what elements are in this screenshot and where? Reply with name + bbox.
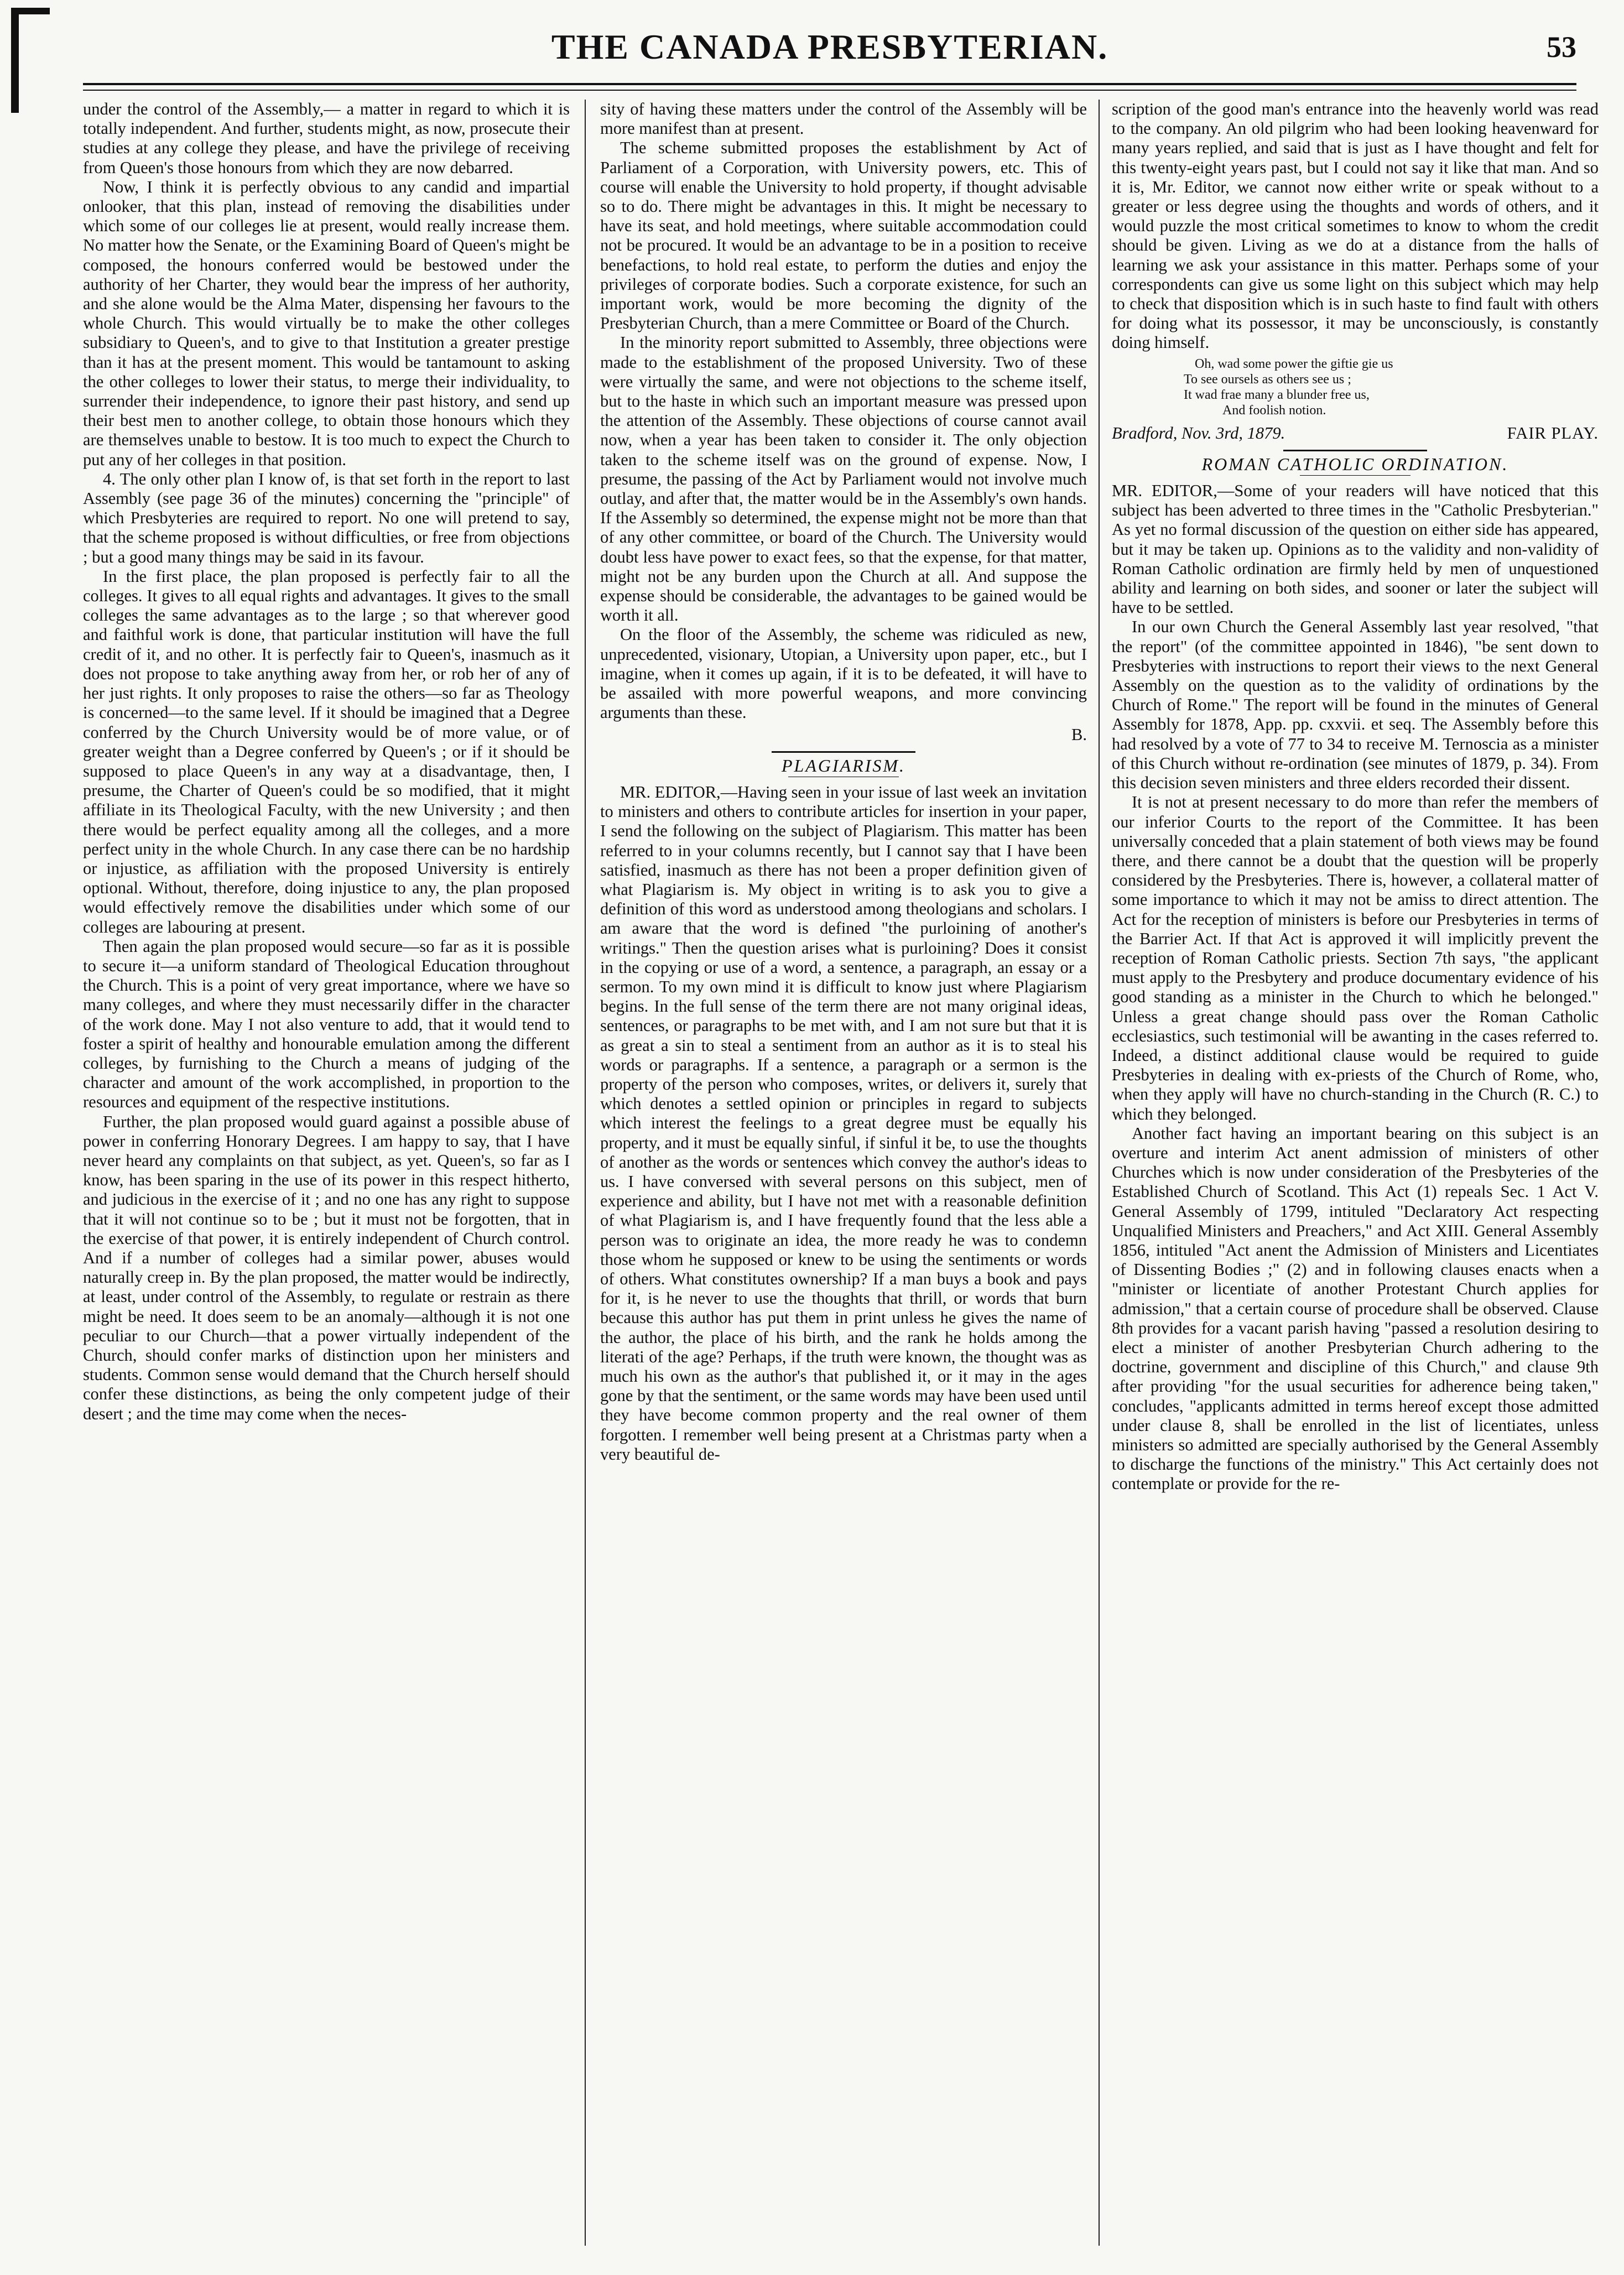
section-rule [1283, 450, 1427, 451]
column-3 [1112, 100, 1599, 2246]
column-divider [585, 100, 586, 2246]
paragraph: Then again the plan proposed would secure—so far as it is possible to secure it—a uniform standard of Theological Education throughout the Church. This is a point of very great importance, where we have so many colleges, and where they must necessarily differ in the character of the work done. May I not also venture to add, that it would tend to foster a spirit of healthy and honourable emulation among the different colleges, by furnishing to the Church a means of judging of the character and amount of the work accomplished, in proportion to the resources and equipment of the respective institutions. [83, 936, 570, 1112]
paragraph: The scheme submitted proposes the establishment by Act of Parliament of a Corporation, with University powers, etc. This of course will enable the University to hold property, if thought advisable so to do. There might be advantages in this. It might be necessary to have its seat, and hold meetings, where suitable accommodation could not be procured. It would be an advantage to be in a position to receive benefactions, to hold real estate, to perform the duties and enjoy the privileges of corporate bodies. Such a corporate existence, for such an important work, would be more becoming the dignity of the Presbyterian Church, than a mere Committee or Board of the Church. [600, 138, 1087, 333]
column-divider [1099, 100, 1100, 2246]
dateline: Bradford, Nov. 3rd, 1879. [1112, 423, 1285, 442]
paragraph: scription of the good man's entrance into the heavenly world was read to the company. An old pilgrim who had been looking heavenward for many years replied, and said that is just as I have thought and felt for this twenty-eight years past, but I could not say it like that man. And so it is, Mr. Editor, we cannot now either write or speak without to a greater or less degree using the thoughts and words of others, and it would puzzle the most critical sometimes to know to whom the credit should be given. Living as we do at a distance from the halls of learning we ask your assistance in this matter. Perhaps some of your correspondents can give us some light on this subject which may help to check that disposition which is in such haste to find fault with others for doing what its possessor, it may be unconsciously, is constantly doing himself. [1112, 100, 1599, 352]
paragraph: In the minority report submitted to Assembly, three objections were made to the establishment of the proposed University. Two of these were virtually the same, and were not objections to the scheme itself, but to the haste in which such an important measure was pressed upon the attention of the Assembly. These objections of course cannot avail now, when a year has been taken to consider it. The only objection taken to the scheme itself was on the ground of expense. Now, I presume, the passing of the Act by Parliament would not involve much outlay, and after that, the matter would be in the Assembly's own hands. If the Assembly so determined, the expense might not be more than that of any other committee, or board of the Church. The University would doubt less have power to exact fees, so that the expense, for that matter, might not be any burden upon the Church at all. And suppose the expense should be considerable, the advantages to be gained would be worth it all. [600, 333, 1087, 625]
column-2 [600, 100, 1087, 2246]
paragraph: In the first place, the plan proposed is perfectly fair to all the colleges. It gives to all equal rights and advantages. It gives to the small colleges the same advantages as to the large ; so that wherever good and faithful work is done, that particular institution will have the full credit of it, and no other. It is perfectly fair to Queen's, inasmuch as it does not propose to take anything away from her, or rob her of any of her just rights. It only proposes to raise the others—so far as Theology is concerned—to the same level. If it should be imagined that a Degree conferred by the Church University would be of more value, or of greater weight than a Degree conferred by Queen's ; or if it should be supposed to place Queen's in any way at a disadvantage, then, I presume, the Charter of Queen's could be so modified, that it might affiliate in its Theological Faculty, with the new University ; and then there would be perfect equality among all the colleges, and a more perfect unity in the whole Church. In any case there can be no hardship or injustice, as affiliation with the proposed University is entirely optional. Without, therefore, doing injustice to any, the plan proposed would effectively remove the disabilities under which some of our colleges are labouring at present. [83, 566, 570, 936]
column-1 [83, 100, 570, 2246]
article-heading-plagiarism: PLAGIARISM. [781, 755, 906, 775]
page-number: 53 [1547, 30, 1576, 64]
paragraph: 4. The only other plan I know of, is that set forth in the report to last Assembly (see page 36 of the minutes) concerning the "principle" of which Presbyteries are required to report. No one will pretend to say, that the scheme proposed is without difficulties, or free from objections ; but a good many things may be said in its favour. [83, 469, 570, 566]
section-rule [772, 751, 915, 753]
paragraph: Further, the plan proposed would guard against a possible abuse of power in conferring Honorary Degrees. I am happy to say, that I have never heard any complaints on that subject, as yet. Queen's, so far as I know, has been sparing in the use of its power in this respect hitherto, and judicious in the exercise of it ; and no one has any right to suppose that it will not continue so to be ; but it must not be forgotten, that in the exercise of that power, it is entirely independent of Church control. And if a number of colleges had a similar power, abuses would naturally creep in. By the plan proposed, the matter would be indirectly, at least, under control of the Assembly, to regulate or restrain as there might be need. It does seem to be an anomaly—although it is not one peculiar to our Church—that a power virtually independent of the Church, should confer marks of distinction upon her ministers and students. Common sense would demand that the Church herself should confer these distinctions, as being the only competent judge of their desert ; and the time may come when the neces- [83, 1112, 570, 1423]
verse-quote [1112, 356, 1599, 418]
paragraph: It is not at present necessary to do more than refer the members of our inferior Courts to the report of the Committee. It has been universally conceded that a plain statement of both views may be found there, and there cannot be a doubt that the question will be properly considered by the Presbyteries. There is, however, a collateral matter of some importance to which it may not be amiss to direct attention. The Act for the reception of ministers is before our Presbyteries in terms of the Barrier Act. If that Act is approved it will implicitly prevent the reception of Roman Catholic priests. Section 7th says, "the applicant must apply to the Presbytery and produce documentary evidence of his good standing as a minister in the Church to which he belonged." Unless a great change should pass over the Roman Catholic ecclesiastics, such testimonial will be awanting in the cases referred to. Indeed, a distinct additional clause would be required to guide Presbyteries in dealing with ex-priests of the Church of Rome, who, when they apply will have no church-standing in the Church (R. C.) to which they belonged. [1112, 793, 1599, 1123]
verse-line: To see oursels as others see us ; [1184, 372, 1351, 387]
paragraph: Another fact having an important bearing on this subject is an overture and interim Act anent admission of ministers of other Churches which is now under consideration of the Presbyteries of the Established Church of Scotland. This Act (1) repeals Sec. 1 Act V. General Assembly of 1799, intituled "Declaratory Act respecting Unqualified Ministers and Preachers," and Act XIII. General Assembly 1856, intituled "Act anent the Admission of Ministers and Licentiates of Dissenting Bodies ;" (2) and in following clauses enacts when a "minister or licentiate of another Protestant Church applies for admission," that a certain course of procedure shall be observed. Clause 8th provides for a vacant parish having "passed a resolution desiring to elect a minister of another Presbyterian Church adhering to the doctrine, government and discipline of this Church," and clause 9th after providing "for the usual securities for adherence being taken," concludes, "applicants admitted in terms hereof except those admitted under clause 8, shall be enrolled in the list of licentiates, unless ministers so admitted are specially authorised by the General Assembly to discharge the functions of the ministry." This Act certainly does not contemplate or provide for the re- [1112, 1123, 1599, 1493]
verse-line: And foolish notion. [1222, 403, 1326, 418]
paragraph: In our own Church the General Assembly last year resolved, "that the report" (of the committee appointed in 1846), "be sent down to Presbyteries with instructions to report their views to the next General Assembly on the question as to the validity of ordinations by the Church of Rome." The report will be found in the minutes of General Assembly for 1878, App. pp. cxxvii. et seq. The Assembly before this had resolved by a vote of 77 to 34 to receive M. Ternoscia as a minister of this Church without re-ordination (see minutes of 1879, p. 34). From this decision seven ministers and three elders recorded their dissent. [1112, 617, 1599, 793]
verse-line: Oh, wad some power the giftie gie us [1195, 356, 1393, 371]
section-rule [1300, 475, 1410, 476]
paragraph: sity of having these matters under the control of the Assembly will be more manifest than at present. [600, 100, 1087, 138]
paragraph: Now, I think it is perfectly obvious to any candid and impartial onlooker, that this plan, instead of removing the disabilities under which some of our colleges lie at present, would really increase them. No matter how the Senate, or the Examining Board of Queen's might be composed, the honours conferred would be bestowed under the authority of her Charter, they would bear the impress of her authority, and she alone would be the Alma Mater, dispensing her favours to the whole Church. This would virtually be to make the other colleges subsidiary to Queen's, and to give to that Institution a greater prestige than it has at the present moment. This would be tantamount to asking the other colleges to lower their status, to merge their individuality, to surrender their independence, to ignore their past history, and send up their best men to another college, to obtain those honours which they are themselves unable to bestow. It is too much to expect the Church to put any of her colleges in that position. [83, 177, 570, 469]
page-corner-mark [11, 8, 19, 113]
paragraph: On the floor of the Assembly, the scheme was ridiculed as new, unprecedented, visionary, Utopian, a University upon paper, etc., but I imagine, when it comes up again, if it is to be defeated, it will have to be assailed with more powerful weapons, and more convincing arguments than these. [600, 625, 1087, 722]
masthead-rule [83, 83, 1576, 85]
paragraph: MR. EDITOR,—Some of your readers will have noticed that this subject has been adverted to three times in the "Catholic Presbyterian." As yet no formal discussion of the question on either side has appeared, but it may be taken up. Opinions as to the validity and non-validity of Roman Catholic ordination are firmly held by men of unquestioned ability and learning on both sides, and sooner or later the subject will have to be settled. [1112, 481, 1599, 617]
verse-line: It wad frae many a blunder free us, [1184, 387, 1370, 402]
letter-signoff [1112, 424, 1599, 443]
paragraph: MR. EDITOR,—Having seen in your issue of last week an invitation to ministers and others to contribute articles for insertion in your paper, I send the following on the subject of Plagiarism. This matter has been referred to in your columns recently, but I cannot say that I have been satisfied, inasmuch as there has not been a proper definition given of what Plagiarism is. My object in writing is to ask you to give a definition of this word as understood among theologians and scholars. I am aware that the word is defined "the purloining of another's writings." Then the question arises what is purloining? Does it consist in the copying or use of a word, a sentence, a paragraph, an essay or a sermon. To my own mind it is difficult to know just where Plagiarism begins. In the full sense of the term there are not many original ideas, sentences, or paragraphs to be met with, and I am not sure but that it is as great a sin to steal a sentiment from an author as it is to steal his words or paragraphs. If a sentence, a paragraph or a sermon is the property of the person who composes, writes, or delivers it, surely that which denotes a settled opinion or principles in regard to subjects which interest the feelings to a great degree must be equally his property, and it must be equally sinful, if sinful it be, to use the thoughts of another as the words or sentences which convey the author's ideas to us. I have conversed with several persons on this subject, men of experience and ability, but I have not met with a reasonable definition of what Plagiarism is, and I have frequently found that the less able a person was to originate an idea, the more ready he was to condemn those whom he supposed or knew to be using the sentiments or words of others. What constitutes ownership? If a man buys a book and pays for it, is he never to use the thoughts that thrill, or words that burn because this author has put them in print unless he gives the name of the author, the place of his birth, and the rank he holds among the literati of the age? Perhaps, if the truth were known, the thought was as much his own as the author's that published it, or it may in the ages gone by that the sentiment, or the same words may have been used until they have become common property and the real owner of them forgotten. I remember well being present at a Christmas party when a very beautiful de- [600, 782, 1087, 1464]
paragraph: under the control of the Assembly,— a matter in regard to which it is totally independent. And further, students might, as now, prosecute their studies at any college they please, and have the privilege of receiving from Queen's those honours from which they are now debarred. [83, 100, 570, 177]
article-heading-ordination: ROMAN CATHOLIC ORDINATION. [1201, 454, 1509, 474]
newspaper-title: THE CANADA PRESBYTERIAN. [551, 27, 1108, 66]
letter-signature: B. [1071, 725, 1087, 744]
masthead [83, 22, 1576, 83]
masthead-rule-thin [83, 90, 1576, 91]
letter-signature: FAIR PLAY. [1507, 423, 1599, 442]
